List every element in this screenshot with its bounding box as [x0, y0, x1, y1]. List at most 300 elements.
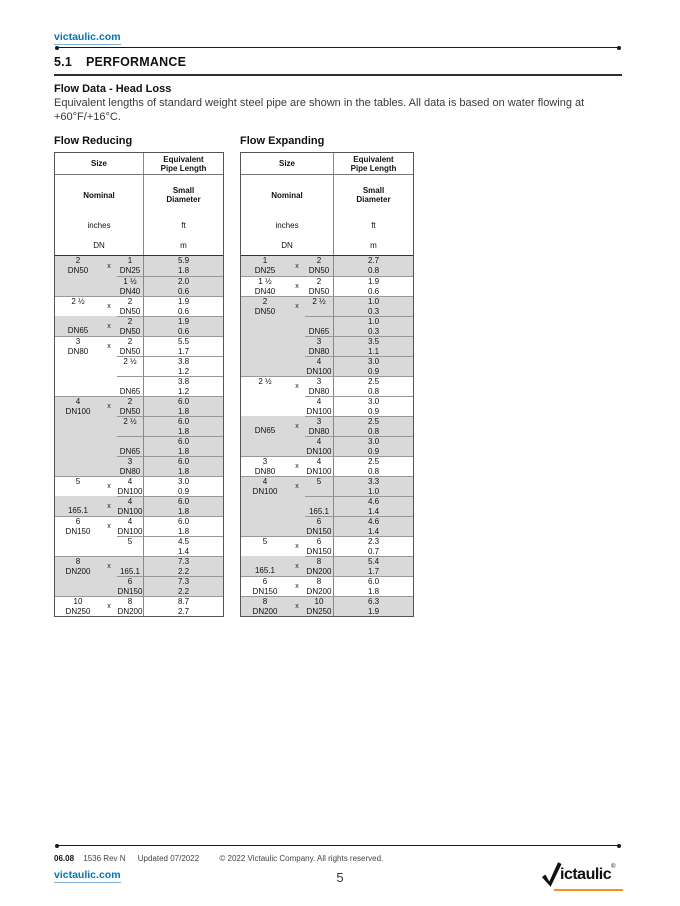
equivalent-length-cell: [143, 376, 223, 396]
x-separator: x: [295, 283, 299, 290]
x-separator: [289, 496, 305, 516]
equivalent-length-cell: [143, 517, 223, 536]
size-nominal-cell: [55, 356, 101, 376]
secondary-inches-value: [305, 317, 333, 327]
x-separator: [101, 456, 117, 476]
table-row: [241, 376, 413, 396]
secondary-inches-value: [117, 557, 143, 567]
equivalent-length-cell: [333, 297, 413, 316]
table-row: [241, 556, 413, 576]
nominal-inches-value: [55, 456, 101, 466]
section-divider: [54, 74, 622, 76]
nominal-inches-value: [241, 316, 289, 326]
victaulic-site-link[interactable]: victaulic.com: [54, 31, 121, 43]
secondary-dn-value: DN100: [117, 487, 143, 496]
secondary-inches-value: 6: [316, 537, 322, 546]
length-m-value: 1.8: [177, 447, 190, 456]
length-m-value: 0.8: [367, 427, 380, 436]
nominal-dn-value: [55, 446, 101, 456]
nominal-inches-value: [241, 556, 289, 566]
nominal-dn-value: DN50: [254, 307, 276, 316]
nominal-inches-value: 2 ½: [258, 377, 272, 386]
size-nominal-cell: [241, 496, 289, 516]
size-nominal-cell: [241, 316, 289, 336]
secondary-dn-value: DN25: [119, 266, 141, 275]
length-ft-value: 2.3: [367, 537, 380, 546]
size-nominal-cell: [241, 537, 289, 556]
nominal-inches-value: 1 ½: [258, 277, 272, 286]
nominal-dn-value: [241, 547, 289, 556]
secondary-inches-value: 1 ½: [123, 277, 137, 286]
nominal-dn-value: [55, 286, 101, 296]
nominal-label: Nominal: [83, 190, 115, 200]
length-ft-value: 5.9: [177, 256, 190, 265]
doc-updated: Updated 07/2022: [137, 854, 200, 863]
secondary-dn-value: DN100: [306, 367, 332, 376]
logo-text: ictaulic: [560, 866, 612, 883]
secondary-dn-value: DN150: [306, 547, 332, 556]
equivalent-length-cell: [333, 537, 413, 556]
secondary-dn-value: [305, 307, 333, 316]
secondary-dn-value: DN100: [117, 507, 143, 516]
secondary-inches-value: 4: [316, 397, 322, 406]
nominal-inches-value: [55, 536, 101, 546]
length-m-value: 1.8: [177, 407, 190, 416]
doc-reference: 1536 Rev N: [83, 854, 126, 863]
length-ft-value: 4.6: [367, 497, 380, 506]
secondary-dn-value: DN150: [117, 587, 143, 596]
table-row: [241, 496, 413, 516]
length-ft-value: 6.0: [177, 497, 190, 506]
x-separator: x: [295, 422, 299, 430]
nominal-dn-value: DN65: [67, 326, 89, 335]
length-ft-value: 2.5: [367, 417, 380, 426]
size-nominal-cell: [55, 376, 101, 396]
secondary-inches-value: 4: [127, 517, 133, 526]
nominal-inches-value: 4: [75, 397, 81, 406]
length-m-value: 1.7: [367, 567, 380, 576]
nominal-dn-value: DN40: [254, 287, 276, 296]
table-row: [55, 276, 223, 296]
x-separator: x: [107, 403, 111, 410]
x-separator: x: [295, 543, 299, 550]
flow-expanding-block: [240, 135, 414, 617]
length-ft-value: 2.5: [367, 377, 380, 386]
length-m-value: 0.6: [177, 307, 190, 316]
size-secondary-cell: [117, 517, 143, 536]
table-row: [55, 296, 223, 316]
nominal-inches-value: 8: [262, 597, 268, 606]
x-separator: x: [295, 262, 299, 270]
secondary-dn-value: DN50: [119, 407, 141, 416]
m-label: m: [370, 240, 377, 250]
victaulic-site-link-footer[interactable]: victaulic.com: [54, 869, 121, 881]
x-separator: [101, 416, 117, 436]
size-nominal-cell: [241, 597, 289, 616]
length-ft-value: 1.0: [367, 297, 380, 306]
length-m-value: 1.4: [367, 527, 380, 536]
equivalent-length-cell: [143, 297, 223, 316]
size-secondary-cell: [305, 256, 333, 276]
length-m-value: 0.8: [367, 387, 380, 396]
doc-number: 06.08: [54, 854, 75, 863]
size-secondary-cell: [305, 477, 333, 496]
secondary-dn-value: DN100: [117, 527, 143, 536]
length-m-value: 0.6: [367, 287, 380, 296]
secondary-inches-value: 2 ½: [312, 297, 326, 306]
nominal-dn-value: [55, 466, 101, 476]
nominal-dn-value: DN150: [252, 587, 278, 596]
length-ft-value: 7.3: [177, 577, 190, 586]
equivalent-length-cell: [143, 576, 223, 596]
equivalent-length-cell: [333, 336, 413, 356]
inches-label: inches: [87, 220, 111, 230]
nominal-inches-value: [241, 436, 289, 446]
size-secondary-cell: [305, 537, 333, 556]
table-header-sub: [241, 175, 413, 256]
length-ft-value: 5.4: [367, 557, 380, 566]
size-nominal-cell: [241, 556, 289, 576]
x-separator: [289, 356, 305, 376]
secondary-inches-value: 1: [127, 256, 133, 265]
size-secondary-cell: [305, 516, 333, 536]
length-m-value: 2.2: [177, 587, 190, 596]
secondary-inches-value: 2: [127, 337, 133, 346]
x-separator: [289, 436, 305, 456]
page-number: 5: [336, 870, 344, 885]
subsection-title: Flow Data - Head Loss: [54, 83, 172, 95]
length-m-value: 1.2: [177, 367, 190, 376]
secondary-inches-value: 2: [127, 297, 133, 306]
length-ft-value: 6.0: [177, 517, 190, 526]
nominal-inches-value: 10: [73, 597, 83, 606]
small-diameter-label: Small Diameter: [356, 186, 391, 204]
size-secondary-cell: [305, 436, 333, 456]
length-m-value: 2.7: [177, 607, 190, 616]
size-nominal-cell: [241, 457, 289, 476]
equivalent-length-cell: [333, 277, 413, 296]
secondary-inches-value: 4: [316, 437, 322, 446]
length-ft-value: 2.7: [367, 256, 380, 265]
nominal-dn-value: DN65: [254, 426, 276, 435]
table-row: [241, 436, 413, 456]
length-ft-value: 3.0: [367, 397, 380, 406]
length-ft-value: 6.0: [367, 577, 380, 586]
x-separator: x: [295, 603, 299, 610]
x-separator: [101, 356, 117, 376]
size-nominal-cell: [55, 256, 101, 276]
size-nominal-cell: [55, 297, 101, 316]
equivalent-length-cell: [143, 436, 223, 456]
length-m-value: 1.8: [177, 266, 190, 275]
length-ft-value: 6.0: [177, 417, 190, 426]
nominal-inches-value: [55, 356, 101, 366]
secondary-inches-value: 4: [316, 457, 322, 466]
nominal-inches-value: [55, 416, 101, 426]
x-separator: x: [295, 463, 299, 470]
length-m-value: 0.9: [367, 367, 380, 376]
secondary-inches-value: 2: [127, 317, 133, 326]
length-m-value: 0.6: [177, 327, 190, 336]
table-row: [55, 436, 223, 456]
secondary-inches-value: 6: [127, 577, 133, 586]
length-m-value: 1.2: [177, 387, 190, 396]
length-ft-value: 1.9: [177, 317, 190, 326]
secondary-inches-value: 2 ½: [123, 357, 137, 366]
flow-reducing-title: Flow Reducing: [54, 135, 133, 147]
equivalent-length-cell: [143, 416, 223, 436]
nominal-inches-value: 8: [75, 557, 81, 566]
nominal-dn-value: [55, 386, 101, 396]
secondary-inches-value: 2: [316, 256, 322, 265]
table-row: [241, 596, 413, 616]
size-nominal-cell: [241, 256, 289, 276]
small-diameter-header-cell: [333, 175, 413, 255]
secondary-dn-value: DN100: [306, 407, 332, 416]
x-separator: x: [107, 483, 111, 490]
table-row: [241, 476, 413, 496]
nominal-inches-value: 3: [75, 337, 81, 346]
length-ft-value: 8.7: [177, 597, 190, 606]
size-secondary-cell: [117, 557, 143, 576]
x-separator: x: [107, 343, 111, 350]
length-ft-value: 6.3: [367, 597, 380, 606]
x-separator: x: [107, 563, 111, 570]
size-secondary-cell: [117, 337, 143, 356]
table-row: [241, 416, 413, 436]
nominal-dn-value: [241, 346, 289, 356]
table-row: [55, 396, 223, 416]
equivalent-length-cell: [333, 477, 413, 496]
size-nominal-cell: [55, 576, 101, 596]
equivalent-length-cell: [333, 396, 413, 416]
secondary-dn-value: DN200: [117, 607, 143, 616]
secondary-inches-value: 4: [127, 477, 133, 486]
length-ft-value: 7.3: [177, 557, 190, 566]
equivalent-length-cell: [143, 456, 223, 476]
table-row: [55, 536, 223, 556]
equivalent-length-cell: [143, 256, 223, 276]
size-secondary-cell: [117, 297, 143, 316]
size-nominal-cell: [55, 517, 101, 536]
x-separator: x: [107, 603, 111, 610]
nominal-inches-value: 6: [262, 577, 268, 586]
size-nominal-cell: [241, 577, 289, 596]
intro-paragraph: Equivalent lengths of standard weight steel pipe are shown in the tables. All data is based on water flowing at +60°F/+16°C.: [54, 97, 585, 123]
equivalent-length-cell: [143, 536, 223, 556]
secondary-dn-value: DN80: [308, 387, 330, 396]
table-row: [241, 536, 413, 556]
size-column-header: Size: [278, 159, 295, 168]
nominal-inches-value: [55, 576, 101, 586]
secondary-inches-value: 4: [127, 497, 133, 506]
length-ft-value: 1.9: [367, 277, 380, 286]
secondary-inches-value: 8: [316, 557, 322, 566]
table-row: [55, 316, 223, 336]
dn-label: DN: [281, 240, 293, 250]
nominal-dn-value: [241, 366, 289, 376]
nominal-dn-value: [55, 366, 101, 376]
nominal-dn-value: DN250: [65, 607, 91, 616]
small-diameter-header-cell: [143, 175, 223, 255]
length-m-value: 1.8: [177, 427, 190, 436]
x-separator: x: [107, 322, 111, 330]
length-ft-value: 3.3: [367, 477, 380, 486]
table-row: [241, 316, 413, 336]
size-nominal-cell: [241, 356, 289, 376]
length-ft-value: 3.0: [367, 357, 380, 366]
equivalent-length-cell: [333, 356, 413, 376]
length-m-value: 0.8: [367, 467, 380, 476]
equivalent-length-cell: [333, 556, 413, 576]
copyright-text: © 2022 Victaulic Company. All rights reserved.: [219, 854, 384, 863]
length-m-value: 1.8: [367, 587, 380, 596]
nominal-label: Nominal: [271, 190, 303, 200]
nominal-dn-value: [241, 387, 289, 396]
size-secondary-cell: [305, 277, 333, 296]
equivalent-length-cell: [333, 377, 413, 396]
nominal-inches-value: [55, 316, 101, 326]
x-separator: [289, 336, 305, 356]
length-m-value: 0.9: [177, 487, 190, 496]
size-secondary-cell: [305, 416, 333, 436]
inches-label: inches: [275, 220, 299, 230]
size-nominal-cell: [55, 397, 101, 416]
size-secondary-cell: [117, 477, 143, 496]
secondary-dn-value: DN50: [119, 327, 141, 336]
equivalent-pipe-length-header: Equivalent Pipe Length: [143, 153, 223, 174]
nominal-dn-value: DN80: [67, 347, 89, 356]
x-separator: x: [295, 303, 299, 310]
size-secondary-cell: [305, 556, 333, 576]
size-column-header: Size: [90, 159, 107, 168]
secondary-inches-value: [117, 437, 143, 447]
length-m-value: 1.7: [177, 347, 190, 356]
equivalent-length-cell: [333, 316, 413, 336]
flow-reducing-body: [55, 256, 223, 616]
size-nominal-cell: [55, 477, 101, 496]
equivalent-length-cell: [143, 397, 223, 416]
size-nominal-cell: [241, 416, 289, 436]
equivalent-length-cell: [143, 316, 223, 336]
secondary-dn-value: DN200: [306, 587, 332, 596]
table-row: [241, 396, 413, 416]
secondary-dn-value: DN150: [306, 527, 332, 536]
length-ft-value: 3.0: [367, 437, 380, 446]
size-secondary-cell: [305, 457, 333, 476]
table-row: [55, 416, 223, 436]
secondary-inches-value: 2: [127, 397, 133, 406]
equivalent-length-cell: [143, 597, 223, 616]
x-separator: [101, 276, 117, 296]
nominal-inches-value: 6: [75, 517, 81, 526]
table-row: [241, 456, 413, 476]
length-m-value: 0.3: [367, 327, 380, 336]
nominal-inches-value: 4: [262, 477, 268, 486]
size-secondary-cell: [305, 377, 333, 396]
secondary-dn-value: DN50: [308, 266, 330, 275]
size-nominal-cell: [241, 436, 289, 456]
length-ft-value: 3.8: [177, 377, 190, 386]
nominal-dn-value: [55, 426, 101, 436]
nominal-inches-value: [55, 376, 101, 386]
footer-meta: [54, 854, 383, 863]
nominal-dn-value: DN25: [254, 266, 276, 275]
size-secondary-cell: [117, 416, 143, 436]
equivalent-length-cell: [333, 416, 413, 436]
table-row: [55, 576, 223, 596]
flow-reducing-table: [54, 152, 224, 617]
table-row: [241, 356, 413, 376]
x-separator: [289, 316, 305, 336]
secondary-inches-value: 10: [314, 597, 324, 606]
x-separator: x: [295, 583, 299, 590]
secondary-dn-value: DN50: [119, 307, 141, 316]
secondary-inches-value: 2 ½: [123, 417, 137, 426]
logo-orange-underline: [554, 889, 623, 892]
size-secondary-cell: [305, 297, 333, 316]
nominal-dn-value: DN100: [65, 407, 91, 416]
size-secondary-cell: [117, 256, 143, 276]
secondary-inches-value: 5: [127, 537, 133, 546]
section-number: 5.1: [54, 55, 72, 69]
size-secondary-cell: [117, 496, 143, 516]
equivalent-length-cell: [333, 457, 413, 476]
secondary-inches-value: [117, 377, 143, 387]
nominal-inches-value: 5: [262, 537, 268, 546]
size-secondary-cell: [305, 336, 333, 356]
size-secondary-cell: [117, 576, 143, 596]
victaulic-logo: [541, 861, 627, 891]
x-separator: [289, 516, 305, 536]
nominal-inches-value: 2 ½: [71, 297, 85, 306]
secondary-inches-value: 6: [316, 517, 322, 526]
secondary-dn-value: [305, 487, 333, 496]
table-row: [241, 336, 413, 356]
size-nominal-cell: [241, 277, 289, 296]
ft-label: ft: [371, 220, 376, 230]
length-ft-value: 6.0: [177, 457, 190, 466]
length-ft-value: 1.0: [367, 317, 380, 326]
size-nominal-cell: [55, 557, 101, 576]
table-row: [55, 496, 223, 516]
length-m-value: 0.8: [367, 266, 380, 275]
nominal-dn-value: DN150: [65, 527, 91, 536]
equivalent-length-cell: [333, 496, 413, 516]
secondary-inches-value: 8: [127, 597, 133, 606]
table-row: [55, 456, 223, 476]
secondary-dn-value: DN200: [306, 567, 332, 576]
nominal-dn-value: 165.1: [254, 566, 276, 575]
nominal-dn-value: [55, 487, 101, 496]
x-separator: x: [295, 483, 299, 490]
secondary-dn-value: DN65: [308, 327, 330, 336]
nominal-dn-value: 165.1: [67, 506, 89, 515]
table-row: [55, 256, 223, 276]
length-m-value: 2.2: [177, 567, 190, 576]
secondary-inches-value: 3: [316, 337, 322, 346]
size-nominal-cell: [55, 337, 101, 356]
nominal-dn-value: DN200: [65, 567, 91, 576]
length-ft-value: 3.8: [177, 357, 190, 366]
secondary-dn-value: DN65: [119, 447, 141, 456]
length-m-value: 1.9: [367, 607, 380, 616]
equivalent-length-cell: [143, 276, 223, 296]
size-nominal-cell: [55, 276, 101, 296]
secondary-inches-value: 2: [316, 277, 322, 286]
nominal-inches-value: [241, 356, 289, 366]
nominal-dn-value: [55, 546, 101, 556]
